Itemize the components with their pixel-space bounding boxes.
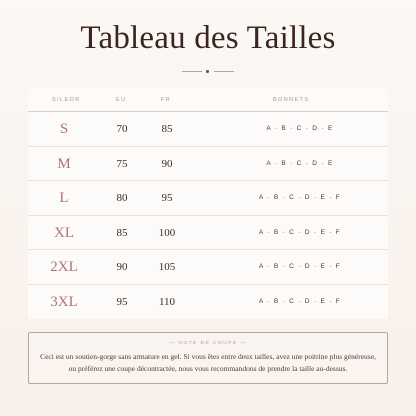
- eu-cell: 90: [116, 261, 128, 273]
- cups-cell: A · B · C · D · E: [266, 125, 334, 132]
- eu-cell: 75: [116, 157, 128, 170]
- cups-cell: A · B · C · D · E: [266, 159, 334, 167]
- eu-cell: 70: [116, 123, 128, 135]
- eu-cell: 95: [116, 295, 128, 308]
- size-cell: 3XL: [50, 293, 78, 310]
- cups-cell: A · B · C · D · E · F: [258, 194, 342, 201]
- size-cell: M: [57, 155, 71, 172]
- table-row: [28, 181, 388, 216]
- page-title: Tableau des Tailles: [80, 20, 336, 56]
- header-fr: FR: [161, 97, 172, 103]
- divider-line-left: [182, 71, 202, 72]
- cups-cell: A · B · C · D · E · F: [258, 263, 342, 270]
- size-cell: XL: [54, 224, 74, 241]
- fr-cell: 85: [161, 123, 173, 135]
- size-cell: S: [59, 121, 69, 137]
- header-cups: BONNETS: [273, 97, 310, 103]
- fr-cell: 105: [158, 261, 176, 273]
- header-eu: EU: [116, 97, 127, 103]
- table-row: [28, 285, 388, 320]
- fr-cell: 90: [161, 157, 173, 170]
- fr-cell: 95: [161, 192, 173, 204]
- cups-cell: A · B · C · D · E · F: [258, 228, 342, 236]
- note-text: Ceci est un soutien-gorge sans armature en gel. Si vous êtes entre deux tailles, avez une poitrine plus généreuse, ou préférez une coupe décontractée, nous vous recommandons de prendre la taille au-dessus.: [40, 352, 376, 373]
- eu-cell: 80: [116, 192, 128, 204]
- divider-dot: [206, 70, 209, 73]
- table-row: [28, 147, 388, 182]
- table-row: [28, 112, 388, 147]
- note-title: — NOTE DE COUPE —: [169, 341, 247, 346]
- size-cell: L: [59, 190, 69, 206]
- size-table: [28, 88, 388, 319]
- fr-cell: 110: [158, 295, 176, 308]
- divider-line-right: [214, 71, 234, 72]
- eu-cell: 85: [116, 226, 128, 239]
- table-header: [28, 88, 388, 112]
- table-row: [28, 250, 388, 285]
- fit-note: [28, 332, 388, 384]
- cups-cell: A · B · C · D · E · F: [258, 297, 342, 305]
- title-divider: [182, 70, 234, 73]
- fr-cell: 100: [158, 226, 176, 239]
- table-row: [28, 216, 388, 251]
- size-cell: 2XL: [50, 259, 78, 275]
- header-size: SILEOR: [52, 97, 81, 103]
